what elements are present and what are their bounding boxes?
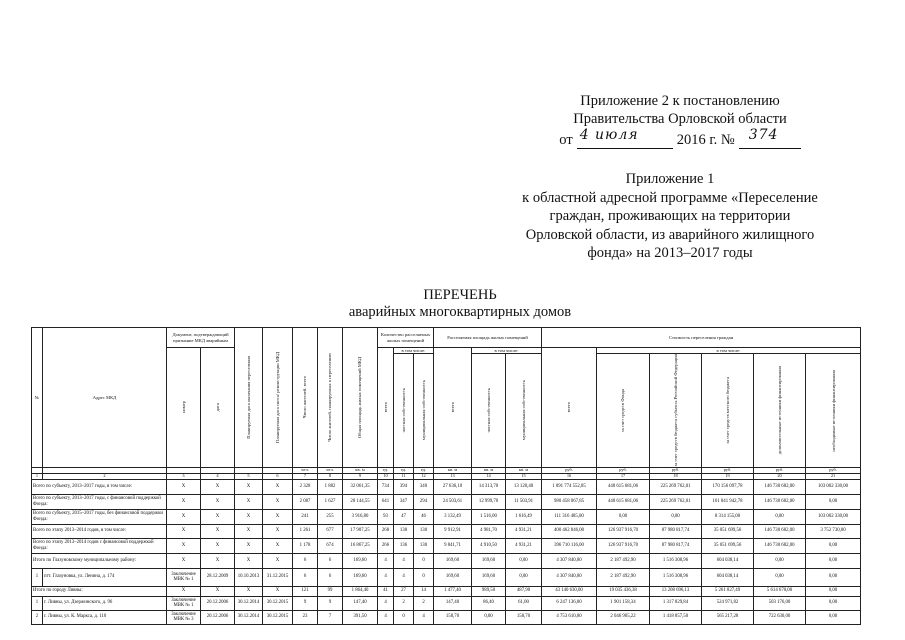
cell-c11: 136 [394, 538, 414, 553]
from-label: от [559, 132, 573, 148]
cell-c19: 604 038,14 [702, 553, 754, 568]
cell-c6: X [263, 494, 293, 509]
annex2-date-line [480, 127, 880, 149]
th-doc: Документ, подтверждающий признание МКД аварийным [167, 328, 235, 348]
summary-row [32, 586, 861, 596]
unit-cell: чел. [293, 467, 318, 473]
cell-c13: 1 477,40 [434, 586, 472, 596]
col-number: 15 [506, 473, 542, 479]
cell-c3: X [167, 538, 201, 553]
th-qty-total: всего [382, 402, 388, 413]
cell-c21: 3 752 730,00 [806, 524, 861, 538]
row-number: 2 [32, 610, 43, 624]
cell-c13: 147,40 [434, 596, 472, 610]
cell-c7: 23 [293, 610, 318, 624]
cell-c19: 604 038,14 [702, 568, 754, 586]
cell-c6: X [263, 553, 293, 568]
cell-c14: 4 910,50 [472, 538, 506, 553]
unit-cell: ед. [414, 467, 434, 473]
cell-c18: 225 269 762,01 [650, 494, 702, 509]
cell-c18: 87 980 817,74 [650, 538, 702, 553]
cell-c13: 24 503,61 [434, 494, 472, 509]
cell-c14: 4 981,70 [472, 524, 506, 538]
cell-c18: 87 980 817,74 [650, 524, 702, 538]
cell-c5: X [235, 538, 263, 553]
cell-c3: Заключение МВК № 3 [167, 610, 201, 624]
summary-row [32, 479, 861, 494]
cell-c5: 10.10.2013 [235, 568, 263, 586]
cell-c12: 130 [414, 538, 434, 553]
cell-c3: X [167, 494, 201, 509]
cell-c16: 4 753 610,00 [542, 610, 597, 624]
row-label: Всего по этапу 2013–2014 годов с финансовой поддержкой Фонда: [32, 538, 167, 553]
cell-c20: 503 176,00 [754, 596, 806, 610]
cell-c10: 641 [378, 494, 394, 509]
summary-row [32, 509, 861, 524]
year-label: 2016 г. № [676, 132, 735, 148]
cell-c19: 565 217,28 [702, 610, 754, 624]
cell-c8: 6 [318, 553, 343, 568]
cell-c14: 1 516,00 [472, 509, 506, 524]
cell-c6: 30.12.2015 [263, 596, 293, 610]
cell-c10: 4 [378, 596, 394, 610]
cell-c14: 14 313,70 [472, 479, 506, 494]
col-number: 18 [650, 473, 702, 479]
cell-c15: 0,00 [506, 553, 542, 568]
cell-c18: 13 208 696,13 [650, 586, 702, 596]
cell-c7: 9 [293, 596, 318, 610]
cell-c14: 989,50 [472, 586, 506, 596]
cell-c19: 161 841 942,78 [702, 494, 754, 509]
col-number: 19 [702, 473, 754, 479]
cell-c16: 4 307 840,00 [542, 553, 597, 568]
th-incl-area: в том числе: [472, 348, 542, 354]
unit-cell: кв. м [472, 467, 506, 473]
th-qty: Количество расселяемых жилых помещений [378, 328, 434, 348]
col-number: 4 [201, 473, 235, 479]
cell-c13: 3 132,49 [434, 509, 472, 524]
cell-c10: 4 [378, 610, 394, 624]
cell-c4: X [201, 586, 235, 596]
cell-c8: 674 [318, 538, 343, 553]
row-number: 1 [32, 596, 43, 610]
th-extra: дополнительные источники финансирования [776, 366, 782, 455]
row-label: Всего по субъекту, 2013–2017 годы, в том числе: [32, 479, 167, 494]
th-municipal2: муниципальная собственность [520, 380, 526, 441]
cell-c15: 4 931,21 [506, 524, 542, 538]
col-number: 9 [343, 473, 378, 479]
cell-c11: 4 [394, 553, 414, 568]
cell-c21: 103 002 330,00 [806, 509, 861, 524]
cell-c8: 99 [318, 586, 343, 596]
cell-c5: 30.12.2014 [235, 596, 263, 610]
cell-c10: 93 [378, 509, 394, 524]
title-line1: ПЕРЕЧЕНЬ [423, 287, 497, 303]
cell-c17: 1 901 158,34 [597, 596, 650, 610]
col-number: 17 [597, 473, 650, 479]
cell-c6: 30.12.2015 [263, 610, 293, 624]
cell-c10: 734 [378, 479, 394, 494]
cell-c11: 138 [394, 524, 414, 538]
handwritten-date: 4 июля [579, 127, 639, 143]
cell-c8: 1 882 [318, 479, 343, 494]
cell-c16: 1 091 774 552,85 [542, 479, 597, 494]
cell-c19: 35 051 699,56 [702, 524, 754, 538]
cell-c8: 1 627 [318, 494, 343, 509]
cell-c7: 241 [293, 509, 318, 524]
cell-c20: 146 730 682,00 [754, 494, 806, 509]
cell-c18: 1 317 829,84 [650, 596, 702, 610]
document-title [280, 287, 640, 321]
cell-c11: 0 [394, 610, 414, 624]
th-incl-qty: в том числе: [394, 348, 434, 354]
cell-c20: 0,00 [754, 509, 806, 524]
cell-c15: 158,70 [506, 610, 542, 624]
cell-c17: 0,00 [597, 509, 650, 524]
cell-c17: 2 187 492,90 [597, 568, 650, 586]
cell-c12: 4 [414, 610, 434, 624]
th-no: № [32, 328, 43, 468]
cell-c4: X [201, 538, 235, 553]
row-address: пгт. Глазуновка, ул. Ленина, д. 174 [43, 568, 167, 586]
cell-c9: 169,60 [343, 568, 378, 586]
th-fund: за счет средств Фонда [620, 388, 626, 432]
th-planned-demolish: Планируемая дата сноса/ реконструкции МКД [274, 351, 280, 443]
cell-c12: 0 [414, 553, 434, 568]
cell-c3: Заключение МВК № 1 [167, 568, 201, 586]
cell-c3: X [167, 586, 201, 596]
cell-c19: 5 261 827,49 [702, 586, 754, 596]
cell-c18: 0,00 [650, 509, 702, 524]
row-label: Итого по городу Ливны: [32, 586, 167, 596]
handwritten-number: 374 [748, 127, 779, 143]
cell-c9: 169,60 [343, 553, 378, 568]
cell-c12: 130 [414, 524, 434, 538]
cell-c4: X [201, 494, 235, 509]
unit-cell: ед. [378, 467, 394, 473]
cell-c9: 28 144,55 [343, 494, 378, 509]
summary-row [32, 494, 861, 509]
cell-c9: 32 061,35 [343, 479, 378, 494]
cell-c20: 146 730 682,00 [754, 479, 806, 494]
cell-c9: 1 864,40 [343, 586, 378, 596]
cell-c17: 126 937 916,70 [597, 524, 650, 538]
cell-c15: 13 120,40 [506, 479, 542, 494]
cell-c4: X [201, 509, 235, 524]
cell-c16: 4 307 840,00 [542, 568, 597, 586]
col-number: 7 [293, 473, 318, 479]
cell-c17: 2 187 492,90 [597, 553, 650, 568]
cell-c6: X [263, 586, 293, 596]
th-doc-date: дата [214, 403, 220, 412]
cell-c18: 1 516 308,96 [650, 568, 702, 586]
unit-cell: руб. [702, 467, 754, 473]
cell-c21: 0,00 [806, 553, 861, 568]
cell-c6: X [263, 479, 293, 494]
cell-c20: 146 730 682,00 [754, 524, 806, 538]
cell-c17: 126 937 916,70 [597, 538, 650, 553]
col-number: 5 [235, 473, 263, 479]
unit-cell: руб. [650, 467, 702, 473]
cell-c7: 1 178 [293, 538, 318, 553]
annex1-line2: к областной адресной программе «Переселение [522, 189, 818, 206]
cell-c16: 6 247 136,00 [542, 596, 597, 610]
cell-c11: 27 [394, 586, 414, 596]
cell-c5: X [235, 479, 263, 494]
number-field [739, 127, 801, 149]
cell-c11: 2 [394, 596, 414, 610]
col-number: 11 [394, 473, 414, 479]
col-number: 12 [414, 473, 434, 479]
cell-c21: 0,00 [806, 610, 861, 624]
summary-row [32, 538, 861, 553]
th-area-res: Расселяемая площадь жилых помещений [434, 328, 542, 348]
col-number: 6 [263, 473, 293, 479]
cell-c9: 147,40 [343, 596, 378, 610]
annex1-line3: граждан, проживающих на территории [549, 208, 791, 224]
cell-c13: 9 912,91 [434, 524, 472, 538]
row-address: г. Ливны, ул. К. Маркса, д. 110 [43, 610, 167, 624]
cell-c4: 20.12.2006 [201, 610, 235, 624]
unit-cell: кв. м [343, 467, 378, 473]
cell-c9: 17 907,25 [343, 524, 378, 538]
cell-c14: 0,00 [472, 610, 506, 624]
date-field [577, 127, 673, 149]
cell-c14: 12 999,70 [472, 494, 506, 509]
cell-c8: 677 [318, 524, 343, 538]
col-number: 3 [167, 473, 201, 479]
cell-c10: 41 [378, 586, 394, 596]
cell-c15: 4 931,21 [506, 538, 542, 553]
summary-row [32, 524, 861, 538]
cell-c17: 448 615 681,06 [597, 479, 650, 494]
cell-c9: 391,50 [343, 610, 378, 624]
cell-c15: 0,00 [506, 568, 542, 586]
col-number: 21 [806, 473, 861, 479]
cell-c15: 1 616,49 [506, 509, 542, 524]
cell-c5: X [235, 509, 263, 524]
annex2-line2: Правительства Орловской области [573, 111, 787, 127]
table-row [32, 596, 861, 610]
cell-c6: X [263, 509, 293, 524]
th-incl-cost: в том числе: [597, 348, 861, 354]
col-number: 8 [318, 473, 343, 479]
cell-c5: X [235, 524, 263, 538]
th-private: частная собственность [400, 388, 406, 433]
cell-c12: 294 [414, 494, 434, 509]
cell-c10: 4 [378, 553, 394, 568]
row-address: г. Ливны, ул. Дзержинского, д. 96 [43, 596, 167, 610]
annex2-line1: Приложение 2 к постановлению [580, 93, 780, 109]
th-residents-planned: Число жителей, планируемых к переселению [327, 352, 333, 442]
row-label: Всего по субъекту, 2013–2017 годы, с финансовой поддержкой Фонда: [32, 494, 167, 509]
unit-cell: ед. [394, 467, 414, 473]
cell-c3: X [167, 479, 201, 494]
th-subject: за счет средств бюджета субъекта Российской Федерации [672, 354, 678, 467]
cell-c6: X [263, 538, 293, 553]
th-area-total: Общая площадь жилых помещений МКД [357, 356, 363, 438]
cell-c8: 9 [318, 596, 343, 610]
houses-table [31, 327, 860, 625]
cell-c14: 86,40 [472, 596, 506, 610]
cell-c21: 0,00 [806, 494, 861, 509]
cell-c12: 2 [414, 596, 434, 610]
cell-c13: 169,60 [434, 568, 472, 586]
th-local: за счет средств местного бюджета [724, 376, 730, 444]
title-line2: аварийных многоквартирных домов [348, 304, 572, 320]
annex1-line1: Приложение 1 [625, 171, 715, 187]
annex1-line4: Орловской области, из аварийного жилищного [525, 226, 815, 243]
cell-c4: 28.12.2009 [201, 568, 235, 586]
unit-cell: кв. м [506, 467, 542, 473]
cell-c18: 1 516 308,96 [650, 553, 702, 568]
th-doc-num: номер [180, 401, 186, 414]
cell-c21: 0,00 [806, 538, 861, 553]
cell-c12: 46 [414, 509, 434, 524]
cell-c7: 2 087 [293, 494, 318, 509]
cell-c16: 111 316 485,00 [542, 509, 597, 524]
col-number: 1 [32, 473, 43, 479]
th-cost-total: всего [566, 402, 572, 413]
cell-c7: 6 [293, 568, 318, 586]
cell-c21: 103 002 330,00 [806, 479, 861, 494]
cell-c13: 158,70 [434, 610, 472, 624]
cell-c11: 394 [394, 479, 414, 494]
cell-c17: 19 035 436,38 [597, 586, 650, 596]
cell-c8: 7 [318, 610, 343, 624]
cell-c10: 268 [378, 524, 394, 538]
col-number: 10 [378, 473, 394, 479]
cell-c6: X [263, 524, 293, 538]
cell-c21: 0,00 [806, 586, 861, 596]
cell-c16: 43 140 630,00 [542, 586, 597, 596]
cell-c12: 14 [414, 586, 434, 596]
cell-c4: 20.12.2006 [201, 596, 235, 610]
cell-c11: 347 [394, 494, 414, 509]
cell-c19: 35 051 699,56 [702, 538, 754, 553]
cell-c12: 0 [414, 568, 434, 586]
unit-cell: чел. [318, 467, 343, 473]
cell-c12: 340 [414, 479, 434, 494]
col-number: 13 [434, 473, 472, 479]
th-municipal: муниципальная собственность [420, 380, 426, 441]
cell-c20: 146 730 682,00 [754, 538, 806, 553]
th-residents: Число жителей, всего [302, 376, 308, 419]
cell-c15: 11 503,91 [506, 494, 542, 509]
cell-c16: 400 462 846,00 [542, 524, 597, 538]
cell-c3: X [167, 524, 201, 538]
unit-cell: руб. [754, 467, 806, 473]
cell-c5: X [235, 494, 263, 509]
col-number: 20 [754, 473, 806, 479]
cell-c10: 266 [378, 538, 394, 553]
cell-c3: X [167, 553, 201, 568]
cell-c3: Заключение МВК № 1 [167, 596, 201, 610]
annex1-line5: фонда» на 2013–2017 годы [587, 245, 753, 261]
cell-c20: 0,00 [754, 568, 806, 586]
th-unneeded: необходимые источники финансирования [830, 369, 836, 452]
cell-c8: 6 [318, 568, 343, 586]
cell-c4: X [201, 479, 235, 494]
cell-c20: 5 614 670,00 [754, 586, 806, 596]
cell-c4: X [201, 553, 235, 568]
summary-row [32, 553, 861, 568]
cell-c6: 31.12.2015 [263, 568, 293, 586]
cell-c18: 1 418 857,50 [650, 610, 702, 624]
cell-c21: 0,00 [806, 568, 861, 586]
annex2-header [480, 92, 880, 149]
cell-c9: 16 867,25 [343, 538, 378, 553]
cell-c5: X [235, 553, 263, 568]
cell-c17: 448 615 681,06 [597, 494, 650, 509]
col-number: 16 [542, 473, 597, 479]
cell-c20: 0,00 [754, 553, 806, 568]
annex1-header [455, 170, 885, 263]
row-number: 1 [32, 568, 43, 586]
cell-c19: 8 314 155,00 [702, 509, 754, 524]
cell-c3: X [167, 509, 201, 524]
cell-c11: 4 [394, 568, 414, 586]
cell-c16: 396 710 116,00 [542, 538, 597, 553]
cell-c13: 27 636,10 [434, 479, 472, 494]
row-label: Всего по субъекту, 2015–2017 годы, без финансовой поддержки Фонда: [32, 509, 167, 524]
col-number: 2 [43, 473, 167, 479]
cell-c16: 980 458 067,85 [542, 494, 597, 509]
table-row [32, 568, 861, 586]
cell-c5: 30.12.2014 [235, 610, 263, 624]
cell-c19: 170 156 097,78 [702, 479, 754, 494]
cell-c7: 121 [293, 586, 318, 596]
cell-c19: 524 971,82 [702, 596, 754, 610]
cell-c20: 722 630,00 [754, 610, 806, 624]
th-address: Адрес МКД [43, 328, 167, 468]
cell-c13: 169,60 [434, 553, 472, 568]
row-label: Итого по Глазуновскому муниципальному району: [32, 553, 167, 568]
row-label: Всего по этапу 2013–2014 годов, в том числе: [32, 524, 167, 538]
th-area-total2: всего [449, 402, 455, 413]
cell-c7: 2 328 [293, 479, 318, 494]
cell-c4: X [201, 524, 235, 538]
cell-c9: 3 916,80 [343, 509, 378, 524]
cell-c17: 2 046 905,22 [597, 610, 650, 624]
unit-cell: руб. [542, 467, 597, 473]
col-number: 14 [472, 473, 506, 479]
cell-c18: 225 269 762,01 [650, 479, 702, 494]
cell-c13: 9 841,71 [434, 538, 472, 553]
th-planned-end: Планируемая дата окончания переселения [245, 355, 251, 439]
cell-c14: 169,60 [472, 553, 506, 568]
cell-c14: 169,60 [472, 568, 506, 586]
th-cost: Стоимость переселения граждан [542, 328, 861, 348]
th-private2: частная собственность [485, 388, 491, 433]
cell-c21: 0,00 [806, 596, 861, 610]
unit-cell: кв. м [434, 467, 472, 473]
cell-c5: X [235, 586, 263, 596]
cell-c10: 4 [378, 568, 394, 586]
cell-c11: 47 [394, 509, 414, 524]
cell-c7: 1 261 [293, 524, 318, 538]
cell-c15: 487,90 [506, 586, 542, 596]
unit-cell: руб. [597, 467, 650, 473]
cell-c15: 61,00 [506, 596, 542, 610]
cell-c7: 6 [293, 553, 318, 568]
cell-c8: 255 [318, 509, 343, 524]
table-row [32, 610, 861, 624]
unit-cell: руб. [806, 467, 861, 473]
